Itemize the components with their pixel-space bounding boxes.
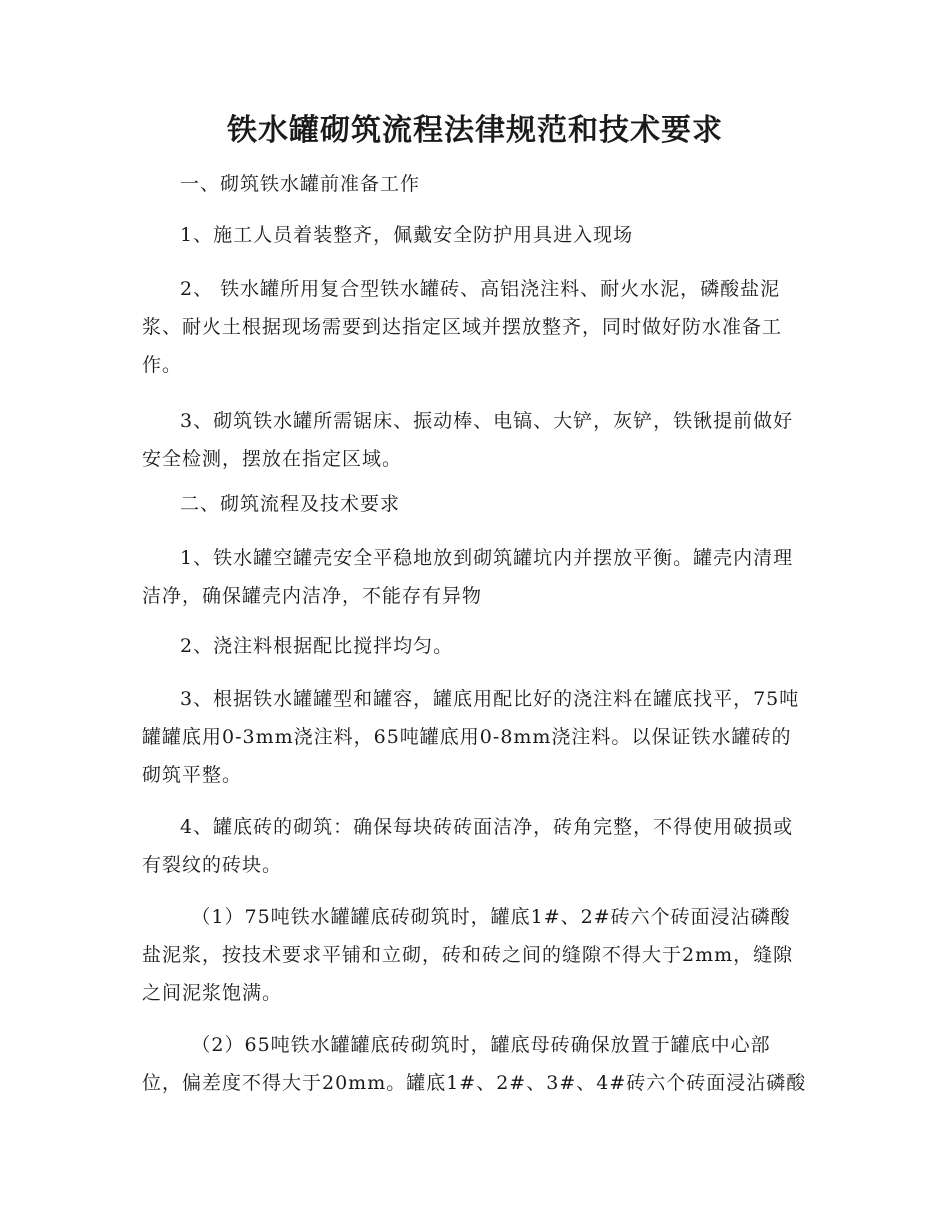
document-title: 铁水罐砌筑流程法律规范和技术要求	[227, 113, 723, 148]
paragraph-prep-3: 3、砌筑铁水罐所需锯床、振动棒、电镐、大铲，灰铲，铁锹提前做好安全检测，摆放在指定区域。	[142, 410, 794, 470]
paragraph-prep-2: 2、 铁水罐所用复合型铁水罐砖、高铝浇注料、耐火水泥，磷酸盐泥浆、耐火土根据现场需要到达指定区域并摆放整齐，同时做好防水准备工作。	[142, 278, 783, 376]
paragraph-process-1: 1、铁水罐空罐壳安全平稳地放到砌筑罐坑内并摆放平衡。罐壳内清理洁净，确保罐壳内洁净，不能存有异物	[142, 547, 794, 607]
paragraph-process-4: 4、罐底砖的砌筑：确保每块砖砖面洁净，砖角完整，不得使用破损或有裂纹的砖块。	[142, 816, 794, 876]
paragraph-process-3: 3、根据铁水罐罐型和罐容，罐底用配比好的浇注料在罐底找平，75吨罐罐底用0-3mm浇注料，65吨罐底用0-8mm浇注料。以保证铁水罐砖的砌筑平整。	[142, 688, 800, 786]
section-heading-preparation: 一、砌筑铁水罐前准备工作	[180, 173, 421, 195]
paragraph-process-4-item-1: （1）75吨铁水罐罐底砖砌筑时，罐底1#、2#砖六个砖面浸沾磷酸盐泥浆，按技术要求平铺和立砌，砖和砖之间的缝隙不得大于2mm，缝隙之间泥浆饱满。	[142, 906, 794, 1004]
paragraph-process-4-item-2: （2）65吨铁水罐罐底砖砌筑时，罐底母砖确保放置于罐底中心部位，偏差度不得大于20mm。罐底1#、2#、3#、4#砖六个砖面浸沾磷酸	[142, 1034, 807, 1094]
section-heading-process: 二、砌筑流程及技术要求	[180, 493, 401, 515]
paragraph-prep-1: 1、施工人员着装整齐，佩戴安全防护用具进入现场	[180, 224, 634, 246]
paragraph-process-2: 2、浇注料根据配比搅拌均匀。	[180, 635, 454, 657]
